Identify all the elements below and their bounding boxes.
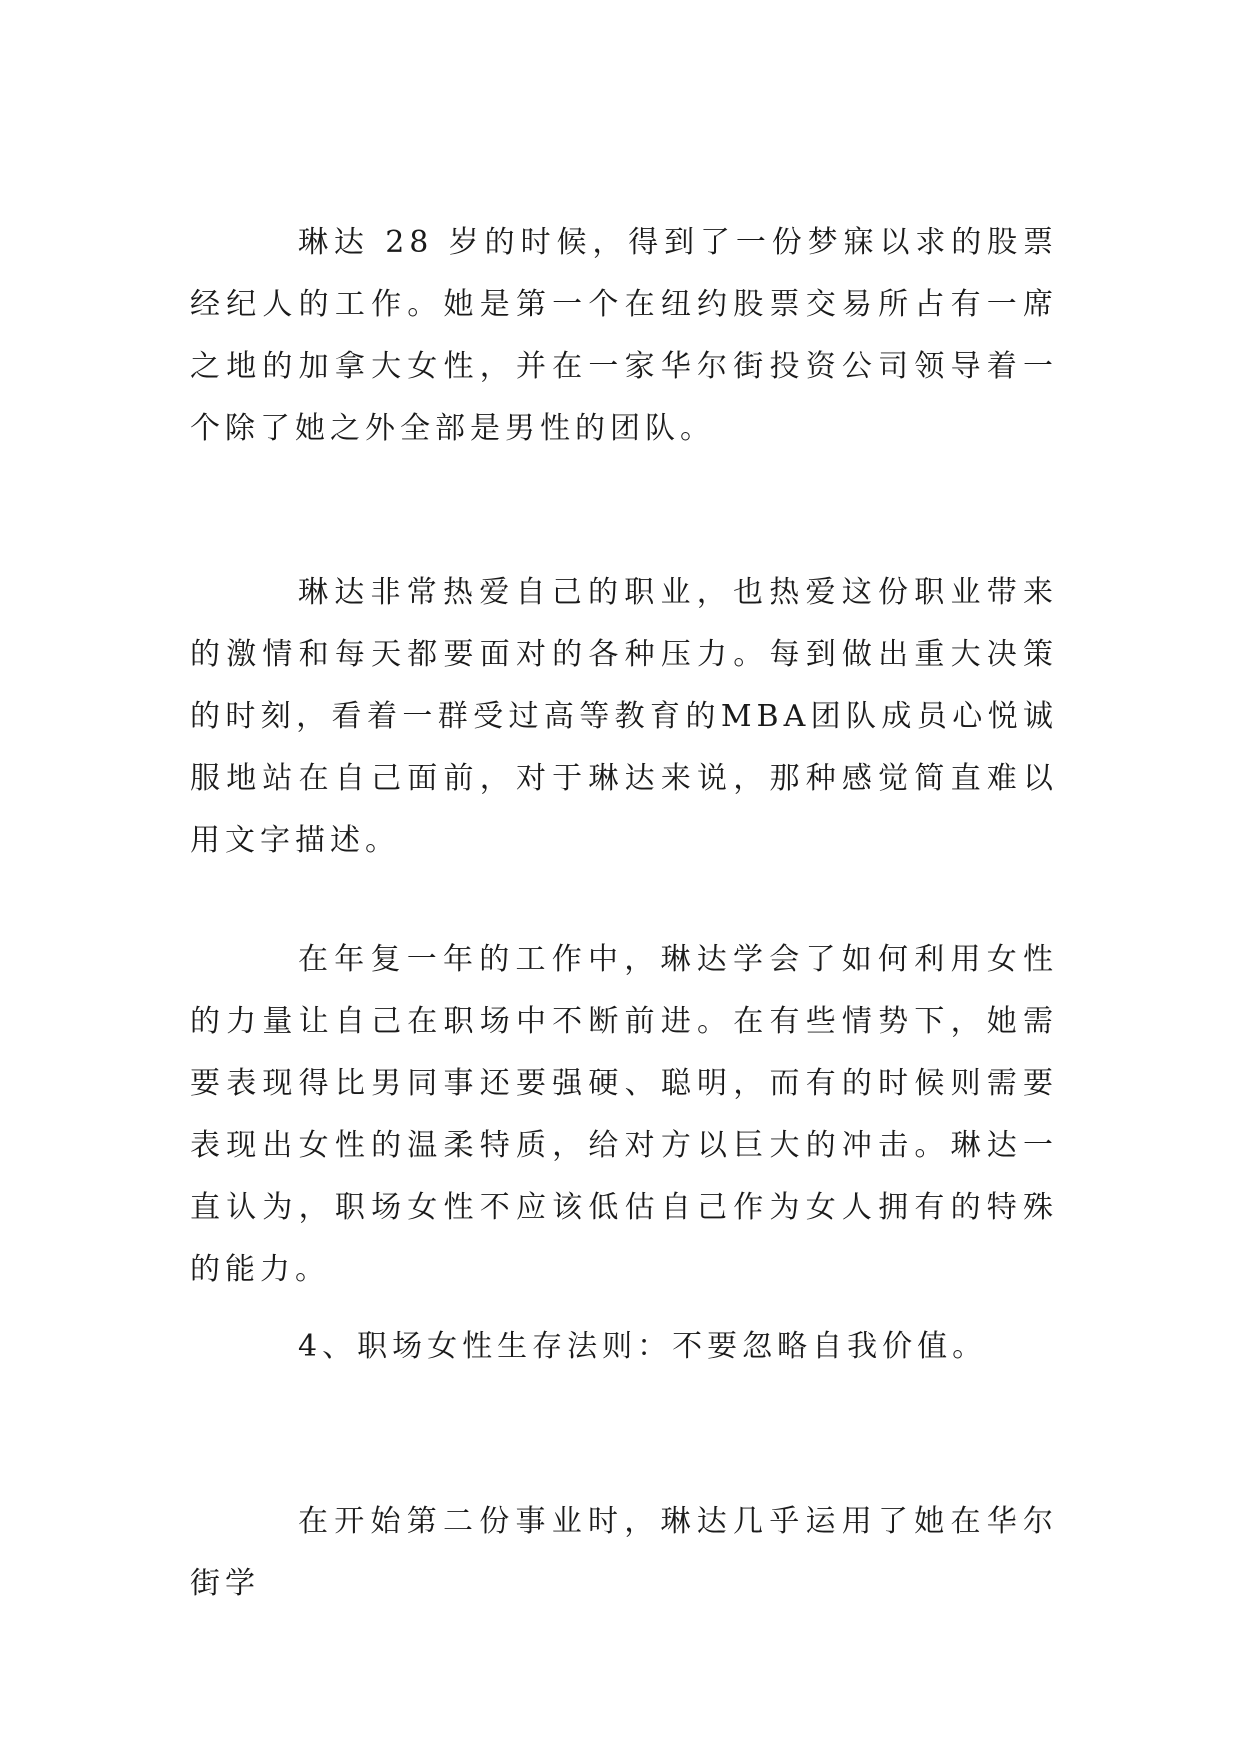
paragraph-2: 琳达非常热爱自己的职业，也热爱这份职业带来的激情和每天都要面对的各种压力。每到做出重大决策的时刻，看着一群受过高等教育的MBA团队成员心悦诚服地站在自己面前，对于琳达来说，那种感觉简直难以用文字描述。 [190,575,1058,858]
paragraph-3: 在年复一年的工作中，琳达学会了如何利用女性的力量让自己在职场中不断前进。在有些情势下，她需要表现得比男同事还要强硬、聪明，而有的时候则需要表现出女性的温柔特质，给对方以巨大的冲击。琳达一直认为，职场女性不应该低估自己作为女人拥有的特殊的能力。 [190,942,1058,1287]
paragraph-1: 琳达 28 岁的时候，得到了一份梦寐以求的股票经纪人的工作。她是第一个在纽约股票交易所占有一席之地的加拿大女性，并在一家华尔街投资公司领导着一个除了她之外全部是男性的团队。 [190,225,1058,446]
paragraph-5: 在开始第二份事业时，琳达几乎运用了她在华尔街学 [190,1504,1058,1601]
section-heading: 4、职场女性生存法则：不要忽略自我价值。 [298,1329,988,1364]
